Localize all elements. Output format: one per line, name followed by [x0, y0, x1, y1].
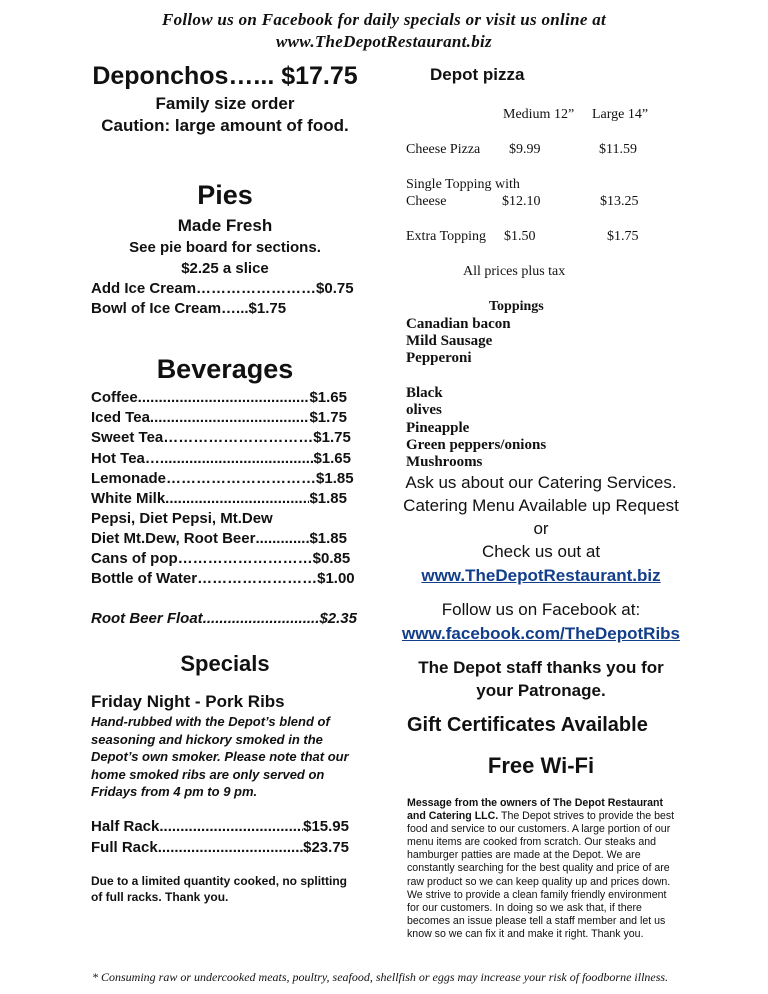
beverage-name: Cans of pop……………………… [91, 550, 313, 567]
specials-subtitle: Friday Night - Pork Ribs [91, 692, 285, 711]
deponchos-line-1: Family size order [155, 94, 295, 113]
pizza-col-large: Large 14” [592, 107, 649, 122]
specials-description: Hand-rubbed with the Depot’s blend of seasoning and hickory smoked in the Depot’s own smoker. Please note that our home smoked ribs are only served on Fridays from 4 pm to 9 pm. [91, 714, 349, 800]
pies-item [91, 280, 354, 297]
beverage-name: Iced Tea [91, 409, 150, 426]
float-name: Root Beer Float [91, 610, 203, 627]
owners-message-heading: Message from the owners of The Depot Restaurant and Catering LLC. [407, 797, 664, 823]
beverage-price: $1.75 [313, 429, 351, 446]
beverage-name: Lemonade………………………… [91, 470, 317, 487]
catering-line-2: Catering Menu Available up Request [403, 496, 679, 515]
beverage-name: Diet Mt.Dew, Root Beer [91, 530, 256, 547]
topping-item: Black [406, 385, 443, 401]
header-line-1: Follow us on Facebook for daily specials or visit us online at [161, 10, 607, 29]
beverage-row [91, 389, 347, 406]
pizza-row-medium: $9.99 [509, 142, 541, 157]
deponchos-line-2: Caution: large amount of food. [101, 116, 349, 135]
specials-row [91, 839, 349, 856]
pizza-row-medium: $12.10 [502, 194, 541, 209]
beverage-name: Hot Tea… [91, 450, 160, 467]
beverage-price: $1.85 [309, 490, 347, 507]
pies-item-price: $0.75 [316, 280, 354, 297]
pies-item-name: Bowl of Ice Cream…... [91, 300, 249, 317]
specials-item-name: Full Rack [91, 839, 158, 856]
deponchos-title: Deponchos…... $17.75 [92, 62, 358, 90]
owners-message [407, 797, 675, 941]
beverages-title: Beverages [156, 354, 294, 384]
specials-item-name: Half Rack [91, 818, 160, 835]
beverage-price: $1.85 [316, 470, 354, 487]
header-website[interactable]: www.TheDepotRestaurant.biz [276, 32, 492, 51]
beverage-row [91, 429, 351, 446]
pizza-row-label: Extra Topping [406, 229, 487, 244]
catering-line-4: Check us out at [481, 542, 601, 561]
root-beer-float-row [91, 610, 357, 627]
footer-disclaimer: * Consuming raw or undercooked meats, poultry, seafood, shellfish or eggs may increase your risk of foodborne illness. [92, 970, 669, 984]
beverage-row [91, 550, 351, 567]
gift-certificates: Gift Certificates Available [407, 714, 648, 736]
owners-message-body: The Depot strives to provide the best food and service to our customers. A large portion of our menu items are cooked from scratch. Our steaks and hamburger patties are made at the Depot. We are constantly searching for the best quality and price of are raw product so we can keep quality up and prices down. We strive to provide a clean family friendly environment for our customers. In doing so we ask that, if there becomes an issue please tell a staff member and let us know so we can fix it and make it right. Thank you. [407, 810, 675, 940]
specials-title: Specials [180, 651, 270, 676]
website-link[interactable]: www.TheDepotRestaurant.biz [421, 566, 661, 585]
pies-line-1: Made Fresh [177, 216, 273, 235]
beverage-row [91, 510, 347, 527]
topping-item: Mild Sausage [406, 333, 493, 349]
beverage-price: $0.85 [312, 550, 351, 567]
specials-item-price: $15.95 [303, 818, 349, 835]
facebook-line: Follow us on Facebook at: [441, 600, 641, 619]
beverage-row [91, 470, 354, 487]
pies-item-price: $1.75 [248, 300, 287, 317]
pies-item-name: Add Ice Cream…………………… [91, 280, 317, 297]
beverage-name: Bottle of Water…………………… [91, 570, 318, 587]
specials-row [91, 818, 349, 835]
beverage-row [91, 490, 347, 507]
facebook-link[interactable]: www.facebook.com/TheDepotRibs [401, 624, 681, 643]
beverage-price: $1.65 [313, 450, 351, 467]
beverage-row [91, 570, 355, 587]
catering-line-1: Ask us about our Catering Services. [405, 473, 677, 492]
beverage-name: Coffee [91, 389, 138, 406]
beverage-row [91, 450, 351, 467]
beverage-name: Pepsi, Diet Pepsi, Mt.Dew [91, 510, 273, 527]
pizza-row-large: $11.59 [599, 142, 637, 157]
beverage-price: $1.85 [309, 530, 347, 547]
free-wifi: Free Wi-Fi [487, 753, 595, 778]
pies-item [91, 300, 286, 317]
pies-line-3: $2.25 a slice [181, 260, 269, 277]
topping-item: Green peppers/onions [406, 437, 547, 453]
pies-title: Pies [197, 180, 253, 210]
topping-item: Pineapple [406, 420, 470, 436]
beverage-price: $1.00 [317, 570, 355, 587]
pizza-row-large: $1.75 [607, 229, 639, 244]
specials-item-price: $23.75 [303, 839, 349, 856]
pizza-row-medium: $1.50 [504, 229, 536, 244]
pizza-tax-note: All prices plus tax [463, 264, 566, 279]
beverage-row [91, 409, 347, 426]
topping-item: Pepperoni [406, 350, 472, 366]
thanks-line-1: The Depot staff thanks you for [418, 658, 664, 677]
beverage-row [91, 530, 347, 547]
topping-item: Canadian bacon [406, 316, 511, 332]
pizza-row-label-2: Cheese [406, 194, 447, 209]
pizza-title: Depot pizza [430, 65, 525, 84]
specials-note: Due to a limited quantity cooked, no splitting of full racks. Thank you. [91, 874, 348, 904]
catering-line-3: or [533, 519, 549, 538]
beverage-price: $1.65 [309, 389, 347, 406]
thanks-line-2: your Patronage. [476, 681, 606, 700]
beverage-name: Sweet Tea………………………… [91, 429, 314, 446]
float-price: $2.35 [319, 610, 357, 627]
toppings-title: Toppings [489, 299, 544, 314]
pizza-row-large: $13.25 [600, 194, 639, 209]
pies-line-2: See pie board for sections. [129, 239, 321, 256]
beverage-price: $1.75 [309, 409, 347, 426]
beverage-name: White Milk [91, 490, 166, 507]
pizza-col-medium: Medium 12” [503, 107, 575, 122]
topping-item: Mushrooms [406, 454, 483, 470]
pizza-row-label: Cheese Pizza [406, 142, 481, 157]
pizza-row-label: Single Topping with [406, 177, 520, 192]
topping-item: olives [406, 402, 442, 418]
